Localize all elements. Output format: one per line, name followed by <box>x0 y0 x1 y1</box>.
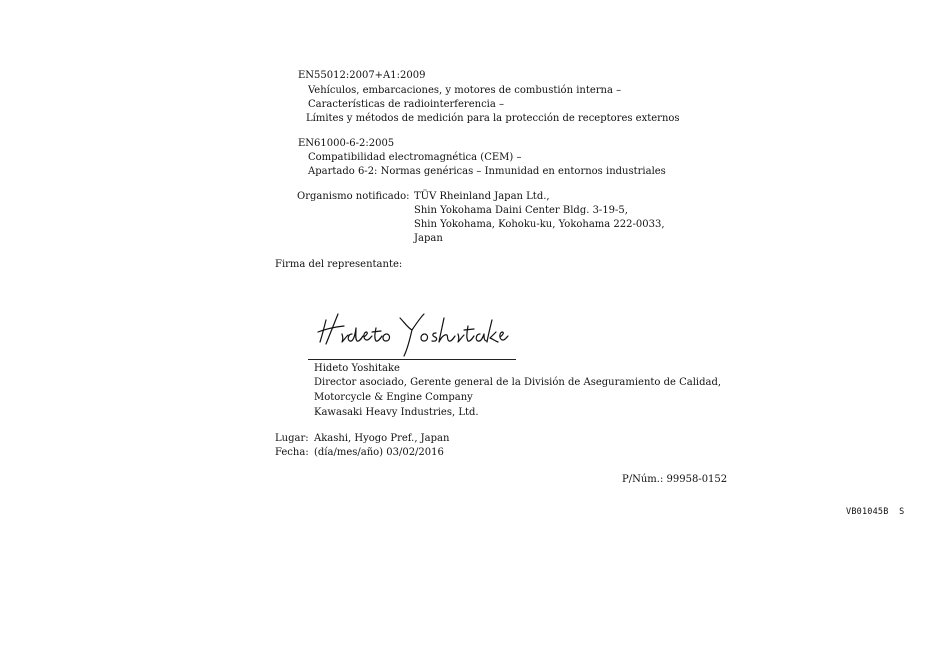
standard-1-line-3: Límites y métodos de medición para la protección de receptores externos <box>306 113 680 124</box>
standard-2-line-1: Compatibilidad electromagnética (CEM) – <box>308 152 522 163</box>
date-value: (día/mes/año) 03/02/2016 <box>314 447 444 458</box>
place-value: Akashi, Hyogo Pref., Japan <box>314 433 450 444</box>
representative-title-3: Kawasaki Heavy Industries, Ltd. <box>314 407 479 418</box>
document-code: VB01045B S <box>846 507 905 517</box>
standard-1-line-2: Características de radiointerferencia – <box>308 99 505 110</box>
notified-body-line-3: Shin Yokohama, Kohoku-ku, Yokohama 222-0033, <box>414 219 665 230</box>
notified-body-line-4: Japan <box>414 233 443 244</box>
standard-2-code: EN61000-6-2:2005 <box>298 138 395 149</box>
signature-line <box>308 359 516 360</box>
representative-name: Hideto Yoshitake <box>314 363 400 374</box>
representative-title-2: Motorcycle & Engine Company <box>314 392 473 403</box>
notified-body-line-2: Shin Yokohama Daini Center Bldg. 3-19-5, <box>414 205 628 216</box>
standard-2-line-2: Apartado 6-2: Normas genéricas – Inmunidad en entornos industriales <box>308 166 666 177</box>
notified-body-line-1: TÜV Rheinland Japan Ltd., <box>414 191 550 202</box>
representative-label: Firma del representante: <box>275 259 403 270</box>
standard-1-code: EN55012:2007+A1:2009 <box>298 70 426 81</box>
standard-1-line-1: Vehículos, embarcaciones, y motores de combustión interna – <box>308 85 622 96</box>
part-number: P/Núm.: 99958-0152 <box>622 474 728 485</box>
place-label: Lugar: <box>275 433 309 444</box>
representative-title-1: Director asociado, Gerente general de la División de Aseguramiento de Calidad, <box>314 377 722 388</box>
signature <box>312 300 512 360</box>
date-label: Fecha: <box>275 447 309 458</box>
notified-body-label: Organismo notificado: <box>297 191 410 202</box>
